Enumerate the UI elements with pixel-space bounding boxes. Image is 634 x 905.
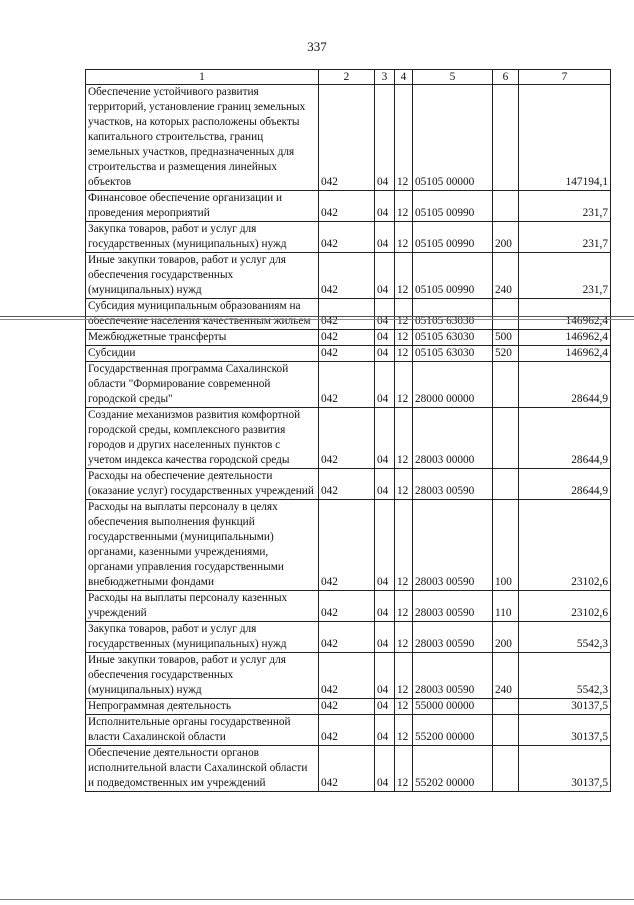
row-amount: 28644,9 xyxy=(519,408,611,469)
header-col-1: 1 xyxy=(86,70,319,85)
row-target-code: 05105 00990 xyxy=(413,191,493,222)
row-amount: 30137,5 xyxy=(519,746,611,792)
row-amount: 147194,1 xyxy=(519,85,611,191)
row-subsection-code: 12 xyxy=(395,746,413,792)
row-subsection-code: 12 xyxy=(395,346,413,362)
row-name: Расходы на обеспечение деятельности (оказание услуг) государственных учреждений xyxy=(86,469,319,500)
table-row xyxy=(86,346,611,362)
table-row xyxy=(86,699,611,715)
row-name: Межбюджетные трансферты xyxy=(86,330,319,346)
row-ministry-code: 042 xyxy=(319,408,375,469)
row-target-code: 05105 00990 xyxy=(413,253,493,299)
row-expense-type xyxy=(493,746,519,792)
fold-line-shadow xyxy=(0,319,634,320)
row-amount: 30137,5 xyxy=(519,715,611,746)
row-subsection-code: 12 xyxy=(395,191,413,222)
table-row xyxy=(86,362,611,408)
page-number: 337 xyxy=(307,39,327,54)
table-row xyxy=(86,715,611,746)
row-target-code: 55000 00000 xyxy=(413,699,493,715)
row-expense-type xyxy=(493,85,519,191)
row-expense-type xyxy=(493,299,519,330)
row-target-code: 55200 00000 xyxy=(413,715,493,746)
row-target-code: 28003 00590 xyxy=(413,469,493,500)
row-expense-type xyxy=(493,408,519,469)
row-subsection-code: 12 xyxy=(395,715,413,746)
row-subsection-code: 12 xyxy=(395,408,413,469)
row-target-code: 05105 63030 xyxy=(413,299,493,330)
row-target-code: 28003 00590 xyxy=(413,653,493,699)
table-row xyxy=(86,330,611,346)
row-target-code: 05105 63030 xyxy=(413,330,493,346)
table-row xyxy=(86,591,611,622)
row-expense-type: 240 xyxy=(493,253,519,299)
row-section-code: 04 xyxy=(375,85,395,191)
row-target-code: 05105 00000 xyxy=(413,85,493,191)
table-row xyxy=(86,746,611,792)
row-amount: 146962,4 xyxy=(519,330,611,346)
row-subsection-code: 12 xyxy=(395,330,413,346)
table-row xyxy=(86,85,611,191)
row-expense-type xyxy=(493,715,519,746)
row-target-code: 05105 63030 xyxy=(413,346,493,362)
row-ministry-code: 042 xyxy=(319,699,375,715)
row-name: Обеспечение деятельности органов исполнительной власти Сахалинской области и подведомственных им учреждений xyxy=(86,746,319,792)
row-expense-type xyxy=(493,699,519,715)
header-col-7: 7 xyxy=(519,70,611,85)
row-ministry-code: 042 xyxy=(319,222,375,253)
row-ministry-code: 042 xyxy=(319,500,375,591)
row-section-code: 04 xyxy=(375,622,395,653)
row-amount: 28644,9 xyxy=(519,362,611,408)
row-name: Создание механизмов развития комфортной городской среды, комплексного развития городов и других населенных пунктов с учетом индекса качества городской среды xyxy=(86,408,319,469)
row-expense-type: 500 xyxy=(493,330,519,346)
row-target-code: 28003 00590 xyxy=(413,622,493,653)
row-subsection-code: 12 xyxy=(395,699,413,715)
row-amount: 30137,5 xyxy=(519,699,611,715)
table-row xyxy=(86,408,611,469)
row-name: Государственная программа Сахалинской области "Формирование современной городской среды" xyxy=(86,362,319,408)
row-section-code: 04 xyxy=(375,346,395,362)
row-expense-type: 200 xyxy=(493,222,519,253)
header-col-2: 2 xyxy=(319,70,375,85)
row-amount: 5542,3 xyxy=(519,622,611,653)
row-expense-type: 110 xyxy=(493,591,519,622)
row-amount: 231,7 xyxy=(519,191,611,222)
row-ministry-code: 042 xyxy=(319,346,375,362)
row-name: Обеспечение устойчивого развития территорий, установление границ земельных участков, на которых расположены объекты капитального строительства, границ земельных участков, предназначенных для строительства и размещения линейных объектов xyxy=(86,85,319,191)
row-ministry-code: 042 xyxy=(319,653,375,699)
row-ministry-code: 042 xyxy=(319,85,375,191)
row-ministry-code: 042 xyxy=(319,622,375,653)
table-row xyxy=(86,253,611,299)
row-amount: 146962,4 xyxy=(519,346,611,362)
header-col-4: 4 xyxy=(395,70,413,85)
row-target-code: 05105 00990 xyxy=(413,222,493,253)
row-expense-type xyxy=(493,469,519,500)
row-name: Финансовое обеспечение организации и проведения мероприятий xyxy=(86,191,319,222)
row-name: Закупка товаров, работ и услуг для государственных (муниципальных) нужд xyxy=(86,222,319,253)
row-amount: 23102,6 xyxy=(519,500,611,591)
table-row xyxy=(86,622,611,653)
row-expense-type xyxy=(493,362,519,408)
row-target-code: 28003 00590 xyxy=(413,591,493,622)
row-expense-type: 240 xyxy=(493,653,519,699)
header-row xyxy=(86,70,611,85)
row-section-code: 04 xyxy=(375,362,395,408)
row-section-code: 04 xyxy=(375,591,395,622)
row-target-code: 28003 00590 xyxy=(413,500,493,591)
table-row xyxy=(86,191,611,222)
row-target-code: 28003 00000 xyxy=(413,408,493,469)
row-section-code: 04 xyxy=(375,299,395,330)
row-name: Субсидии xyxy=(86,346,319,362)
row-section-code: 04 xyxy=(375,408,395,469)
row-ministry-code: 042 xyxy=(319,362,375,408)
row-section-code: 04 xyxy=(375,715,395,746)
row-ministry-code: 042 xyxy=(319,469,375,500)
row-subsection-code: 12 xyxy=(395,362,413,408)
page-bottom-edge xyxy=(0,899,634,900)
row-section-code: 04 xyxy=(375,653,395,699)
row-ministry-code: 042 xyxy=(319,253,375,299)
row-name: Иные закупки товаров, работ и услуг для обеспечения государственных (муниципальных) нужд xyxy=(86,653,319,699)
row-ministry-code: 042 xyxy=(319,746,375,792)
table-row xyxy=(86,500,611,591)
row-name: Иные закупки товаров, работ и услуг для обеспечения государственных (муниципальных) нужд xyxy=(86,253,319,299)
row-amount: 146962,4 xyxy=(519,299,611,330)
header-col-3: 3 xyxy=(375,70,395,85)
row-ministry-code: 042 xyxy=(319,191,375,222)
row-section-code: 04 xyxy=(375,191,395,222)
table-body xyxy=(86,85,611,792)
row-expense-type: 200 xyxy=(493,622,519,653)
row-ministry-code: 042 xyxy=(319,715,375,746)
row-subsection-code: 12 xyxy=(395,85,413,191)
row-ministry-code: 042 xyxy=(319,299,375,330)
row-subsection-code: 12 xyxy=(395,469,413,500)
row-expense-type: 520 xyxy=(493,346,519,362)
row-subsection-code: 12 xyxy=(395,500,413,591)
row-section-code: 04 xyxy=(375,746,395,792)
row-amount: 5542,3 xyxy=(519,653,611,699)
row-subsection-code: 12 xyxy=(395,591,413,622)
row-section-code: 04 xyxy=(375,500,395,591)
row-section-code: 04 xyxy=(375,699,395,715)
row-name: Исполнительные органы государственной власти Сахалинской области xyxy=(86,715,319,746)
row-target-code: 28000 00000 xyxy=(413,362,493,408)
row-subsection-code: 12 xyxy=(395,253,413,299)
table-row xyxy=(86,299,611,330)
row-subsection-code: 12 xyxy=(395,653,413,699)
header-col-6: 6 xyxy=(493,70,519,85)
row-name: Непрограммная деятельность xyxy=(86,699,319,715)
row-amount: 28644,9 xyxy=(519,469,611,500)
row-name: Расходы на выплаты персоналу казенных учреждений xyxy=(86,591,319,622)
row-target-code: 55202 00000 xyxy=(413,746,493,792)
row-subsection-code: 12 xyxy=(395,299,413,330)
row-expense-type: 100 xyxy=(493,500,519,591)
row-amount: 231,7 xyxy=(519,222,611,253)
row-name: Закупка товаров, работ и услуг для государственных (муниципальных) нужд xyxy=(86,622,319,653)
fold-line xyxy=(0,316,634,317)
table-row xyxy=(86,653,611,699)
row-subsection-code: 12 xyxy=(395,222,413,253)
table-row xyxy=(86,469,611,500)
row-section-code: 04 xyxy=(375,330,395,346)
row-ministry-code: 042 xyxy=(319,330,375,346)
table-row xyxy=(86,222,611,253)
row-name: Субсидия муниципальным образованиям на обеспечение населения качественным жильем xyxy=(86,299,319,330)
row-name: Расходы на выплаты персоналу в целях обеспечения выполнения функций государственными (муниципальными) органами, казенными учреждениями, органами управления государственными внебюджетными фондами xyxy=(86,500,319,591)
row-amount: 23102,6 xyxy=(519,591,611,622)
header-col-5: 5 xyxy=(413,70,493,85)
row-subsection-code: 12 xyxy=(395,622,413,653)
row-section-code: 04 xyxy=(375,253,395,299)
row-section-code: 04 xyxy=(375,222,395,253)
row-expense-type xyxy=(493,191,519,222)
row-section-code: 04 xyxy=(375,469,395,500)
row-ministry-code: 042 xyxy=(319,591,375,622)
row-amount: 231,7 xyxy=(519,253,611,299)
budget-table xyxy=(85,69,611,792)
